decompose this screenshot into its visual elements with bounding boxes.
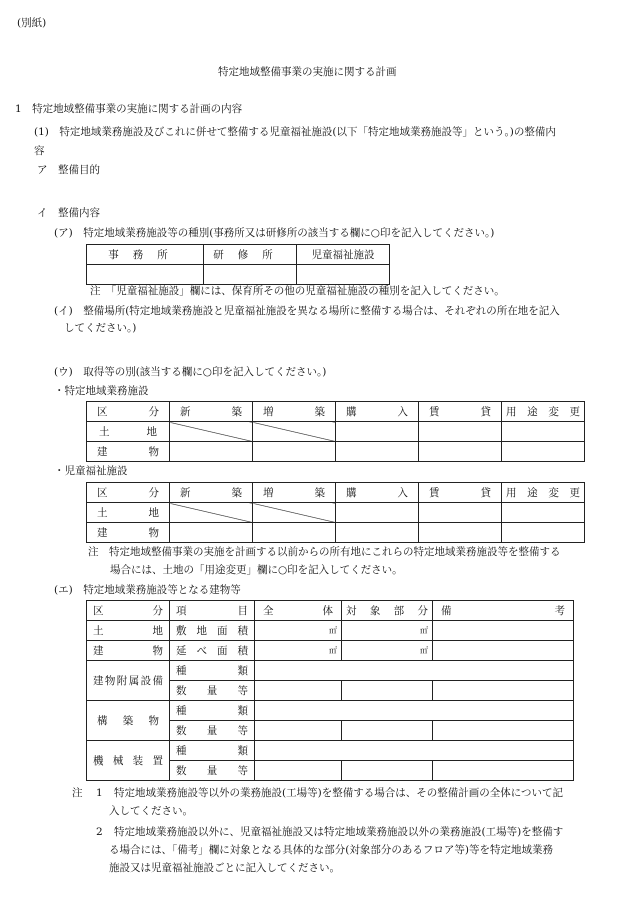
machinery-qty-remarks[interactable] xyxy=(433,761,574,781)
building-purchase-cell[interactable] xyxy=(336,523,419,543)
building-label: 建物 xyxy=(87,523,170,543)
quantity-label: 数量等 xyxy=(170,761,255,781)
office-header: 事務所 xyxy=(87,245,204,265)
location-heading: (イ) 整備場所(特定地域業務施設と児童福祉施設を異なる場所に整備する場合は、それぞれの所在地を記入 xyxy=(54,305,560,317)
childcare-header: 児童福祉施設 xyxy=(297,245,390,265)
note-2-line-2: る場合には、「備考」欄に対象となる具体的な部分(対象部分のあるフロア等)等を特定地域業務 xyxy=(109,844,553,856)
kind-label: 種類 xyxy=(170,741,255,761)
acquisition-note-2: 場合には、土地の「用途変更」欄に○印を記入してください。 xyxy=(110,564,403,576)
land-label: 土地 xyxy=(87,503,170,523)
attached-qty-remarks[interactable] xyxy=(433,681,574,701)
facility-type-note: 注 「児童福祉施設」欄には、保育所その他の児童福祉施設の種別を記入してください。 xyxy=(90,285,505,297)
structures-qty-total[interactable] xyxy=(255,721,342,741)
building-new-cell[interactable] xyxy=(170,442,253,462)
childcare-facility-label: ・児童福祉施設 xyxy=(54,465,128,477)
childcare-acquisition-table xyxy=(86,482,585,543)
purpose-heading: ア 整備目的 xyxy=(37,164,100,176)
building-label: 建物 xyxy=(87,442,170,462)
land-remarks-cell[interactable] xyxy=(433,621,574,641)
office-cell[interactable] xyxy=(87,265,204,285)
category-header: 区分 xyxy=(87,483,170,503)
land-new-cell xyxy=(170,503,253,523)
kind-label: 種類 xyxy=(170,701,255,721)
note-1-line-1: 特定地域業務施設等以外の業務施設(工場等)を整備する場合は、その整備計画の全体について記 xyxy=(114,787,563,799)
note-2-line-1: 特定地域業務施設以外に、児童福祉施設又は特定地域業務施設以外の業務施設(工場等)を整備す xyxy=(114,826,564,838)
site-area-label: 敷地面積 xyxy=(170,621,255,641)
category-header: 区分 xyxy=(87,402,170,422)
note-1-number: 1 xyxy=(96,787,103,799)
land-total-cell[interactable]: ㎡ xyxy=(255,621,342,641)
buildings-table xyxy=(86,600,574,781)
buildings-heading: (エ) 特定地域業務施設等となる建物等 xyxy=(54,584,241,596)
building-change-cell[interactable] xyxy=(502,442,585,462)
note-2-number: 2 xyxy=(96,826,103,838)
building-remarks-cell[interactable] xyxy=(433,641,574,661)
structures-label: 構築物 xyxy=(87,701,170,741)
lease-header: 賃貸 xyxy=(419,483,502,503)
note-1-line-2: 入してください。 xyxy=(109,805,193,817)
structures-qty-remarks[interactable] xyxy=(433,721,574,741)
building-new-cell[interactable] xyxy=(170,523,253,543)
business-acquisition-table xyxy=(86,401,585,462)
quantity-label: 数量等 xyxy=(170,681,255,701)
land-extension-cell xyxy=(253,503,336,523)
purchase-header: 購入 xyxy=(336,402,419,422)
extension-header: 増築 xyxy=(253,402,336,422)
building-target-cell[interactable]: ㎡ xyxy=(342,641,433,661)
machinery-qty-total[interactable] xyxy=(255,761,342,781)
quantity-label: 数量等 xyxy=(170,721,255,741)
land-new-cell xyxy=(170,422,253,442)
land-lease-cell[interactable] xyxy=(419,503,502,523)
total-header: 全体 xyxy=(255,601,342,621)
childcare-cell[interactable] xyxy=(297,265,390,285)
machinery-label: 機械装置 xyxy=(87,741,170,781)
land-label: 土地 xyxy=(87,621,170,641)
building-total-cell[interactable]: ㎡ xyxy=(255,641,342,661)
building-purchase-cell[interactable] xyxy=(336,442,419,462)
item-header: 項目 xyxy=(170,601,255,621)
page-title: 特定地域整備事業の実施に関する計画 xyxy=(218,66,397,78)
land-purchase-cell[interactable] xyxy=(336,422,419,442)
building-label: 建物 xyxy=(87,641,170,661)
machinery-qty-target[interactable] xyxy=(342,761,433,781)
land-label: 土地 xyxy=(87,422,170,442)
remarks-header: 備考 xyxy=(433,601,574,621)
facility-type-heading: (ア) 特定地域業務施設等の種別(事務所又は研修所の該当する欄に○印を記入してください。) xyxy=(54,227,495,239)
land-target-cell[interactable]: ㎡ xyxy=(342,621,433,641)
building-extension-cell[interactable] xyxy=(253,442,336,462)
kind-label: 種類 xyxy=(170,661,255,681)
location-heading-cont: してください。) xyxy=(64,322,137,334)
facility-type-table xyxy=(86,244,390,285)
lease-header: 賃貸 xyxy=(419,402,502,422)
change-use-header: 用途変更 xyxy=(502,402,585,422)
new-build-header: 新築 xyxy=(170,483,253,503)
acquisition-note-1: 注 特定地域整備事業の実施を計画する以前からの所有地にこれらの特定地域業務施設等を整備する xyxy=(88,546,561,558)
structures-qty-target[interactable] xyxy=(342,721,433,741)
purchase-header: 購入 xyxy=(336,483,419,503)
land-change-cell[interactable] xyxy=(502,503,585,523)
section-1-heading: 1 特定地域整備事業の実施に関する計画の内容 xyxy=(15,103,243,115)
land-purchase-cell[interactable] xyxy=(336,503,419,523)
land-change-cell[interactable] xyxy=(502,422,585,442)
attached-kind-cell[interactable] xyxy=(255,661,574,681)
business-facility-label: ・特定地域業務施設 xyxy=(54,385,149,397)
structures-kind-cell[interactable] xyxy=(255,701,574,721)
note-2-line-3: 施設又は児童福祉施設ごとに記入してください。 xyxy=(109,862,340,874)
change-use-header: 用途変更 xyxy=(502,483,585,503)
building-lease-cell[interactable] xyxy=(419,442,502,462)
land-lease-cell[interactable] xyxy=(419,422,502,442)
land-extension-cell xyxy=(253,422,336,442)
attached-qty-target[interactable] xyxy=(342,681,433,701)
section-1-1-text-cont: 容 xyxy=(34,145,45,157)
notes-label: 注 xyxy=(72,787,83,799)
training-header: 研修所 xyxy=(204,245,297,265)
building-extension-cell[interactable] xyxy=(253,523,336,543)
target-part-header: 対象部分 xyxy=(342,601,433,621)
new-build-header: 新築 xyxy=(170,402,253,422)
machinery-kind-cell[interactable] xyxy=(255,741,574,761)
extension-header: 増築 xyxy=(253,483,336,503)
attachment-label: (別紙) xyxy=(17,17,47,29)
building-lease-cell[interactable] xyxy=(419,523,502,543)
floor-area-label: 延べ面積 xyxy=(170,641,255,661)
acquisition-heading: (ウ) 取得等の別(該当する欄に○印を記入してください。) xyxy=(54,366,327,378)
attached-equipment-label: 建物附属設備 xyxy=(87,661,170,701)
attached-qty-total[interactable] xyxy=(255,681,342,701)
category-header: 区分 xyxy=(87,601,170,621)
training-cell[interactable] xyxy=(204,265,297,285)
content-heading: イ 整備内容 xyxy=(37,207,100,219)
building-change-cell[interactable] xyxy=(502,523,585,543)
section-1-1-text: (1) 特定地域業務施設及びこれに併せて整備する児童福祉施設(以下「特定地域業務施設等」という。)の整備内 xyxy=(34,126,556,138)
